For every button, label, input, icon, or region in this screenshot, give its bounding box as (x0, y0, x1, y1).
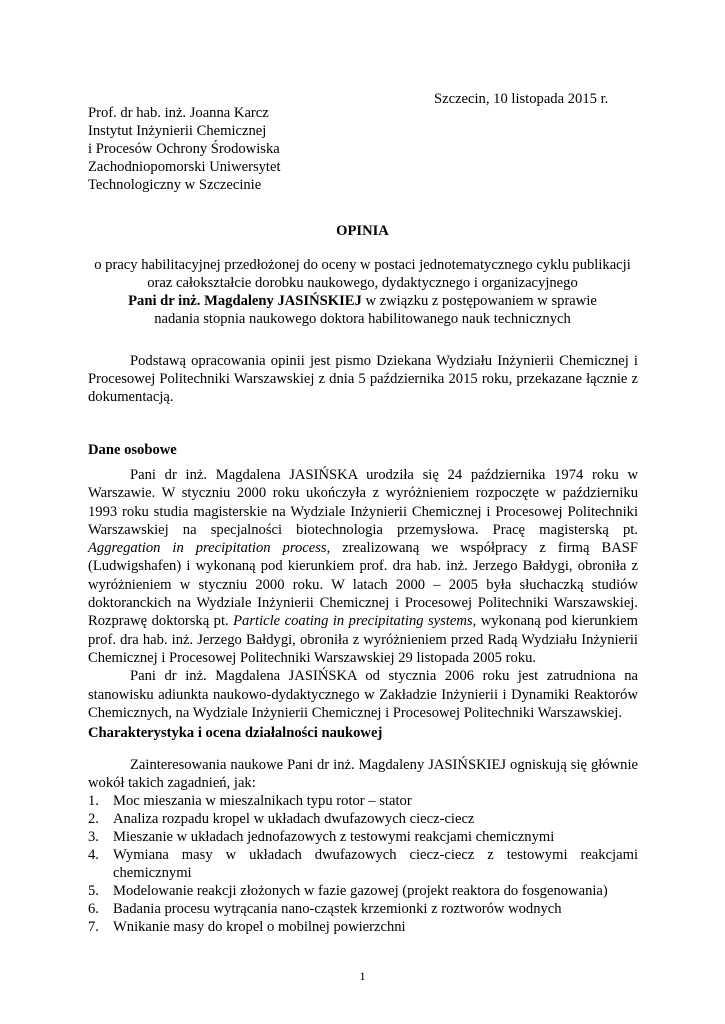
thesis-title-doctoral: Particle coating in precipitating systems (233, 613, 473, 630)
list-text: Wymiana masy w układach dwufazowych ciecz-ciecz z testowymi reakcjami chemicznymi (113, 847, 638, 881)
subject-line: o pracy habilitacyjnej przedłożonej do oceny w postaci jednotematycznego cyklu publikacji (94, 257, 631, 273)
thesis-title-masters: Aggregation in precipitation process (88, 540, 327, 557)
list-number: 1. (88, 793, 99, 809)
list-item (88, 846, 638, 882)
list-item (88, 792, 638, 810)
list-number: 3. (88, 829, 99, 845)
list-text: Wnikanie masy do kropel o mobilnej powierzchni (113, 919, 406, 935)
list-number: 7. (88, 919, 99, 935)
list-item (88, 828, 638, 846)
author-line: Instytut Inżynierii Chemicznej (88, 123, 267, 139)
text-run: Pani dr inż. Magdalena JASIŃSKA urodziła się 24 października 1974 roku w Warszawie. W styczniu 2000 roku ukończyła z wyróżnieniem rozpoczęte w październiku 1993 roku studia magisterskie na Wydziale Inżynierii Chemicznej i Procesowej Politechniki Warszawskiej na specjalności biotechnologia przemysłowa. Pracę magisterską pt. (88, 467, 638, 538)
letter-date: Szczecin, 10 listopada 2015 r. (434, 91, 609, 107)
personal-paragraph-2: Pani dr inż. Magdalena JASIŃSKA od stycznia 2006 roku jest zatrudniona na stanowisku adiunkta naukowo-dydaktycznego w Zakładzie Inżynierii i Dynamiki Reaktorów Chemicznych, na Wydziale Inżynierii Chemicznej i Procesowej Politechniki Warszawskiej. (88, 668, 638, 721)
list-item (88, 918, 638, 936)
subject-line: oraz całokształcie dorobku naukowego, dydaktycznego i organizacyjnego (147, 275, 578, 291)
research-section (88, 756, 638, 936)
document-title: OPINIA (336, 223, 389, 239)
list-item (88, 900, 638, 918)
candidate-name: Pani dr inż. Magdaleny JASIŃSKIEJ (128, 293, 362, 309)
personal-paragraph-1 (88, 466, 638, 667)
list-text: Mieszanie w układach jednofazowych z testowymi reakcjami chemicznymi (113, 829, 555, 845)
research-topics-list (88, 792, 638, 936)
author-address (88, 104, 281, 194)
list-text: Badania procesu wytrącania nano-cząstek krzemionki z roztworów wodnych (113, 901, 562, 917)
text-run: , wykonaną pod kierunkiem prof. dra hab. inż. Jerzego Bałdygi, obroniła z wyróżnieniem przed Radą Wydziału Inżynierii Chemicznej i Procesowej Politechniki Warszawskiej 29 listopada 2005 roku. (88, 613, 638, 666)
text-run: , zrealizowaną we współpracy z firmą BASF (Ludwigshafen) i wykonaną pod kierunkiem prof. dra hab. inż. Jerzego Bałdygi, obroniła z wyróżnieniem w styczniu 2000 roku. W latach 2000 – 2005 była słuchaczką studiów doktoranckich na Wydziale Inżynierii Chemicznej i Procesowej Politechniki Warszawskiej. Rozprawę doktorską pt. (88, 540, 638, 630)
subject-line: nadania stopnia naukowego doktora habilitowanego nauk technicznych (154, 311, 571, 327)
list-text: Analiza rozpadu kropel w układach dwufazowych ciecz-ciecz (113, 811, 475, 827)
list-number: 6. (88, 901, 99, 917)
intro-paragraph: Podstawą opracowania opinii jest pismo Dziekana Wydziału Inżynierii Chemicznej i Procesowej Politechniki Warszawskiej z dnia 5 października 2015 roku, przekazane łącznie z dokumentacją. (88, 353, 638, 405)
subject-line (60, 292, 665, 310)
research-lead: Zainteresowania naukowe Pani dr inż. Magdaleny JASIŃSKIEJ ogniskują się głównie wokół takich zagadnień, jak: (88, 757, 638, 791)
author-line: Prof. dr hab. inż. Joanna Karcz (88, 105, 269, 121)
list-number: 2. (88, 811, 99, 827)
list-item (88, 882, 638, 900)
list-text: Moc mieszania w mieszalnikach typu rotor – stator (113, 793, 412, 809)
subject-line-rest: w związku z postępowaniem w sprawie (361, 293, 597, 309)
personal-section (88, 466, 638, 722)
author-line: i Procesów Ochrony Środowiska (88, 141, 280, 157)
personal-heading: Dane osobowe (88, 442, 177, 458)
research-heading: Charakterystyka i ocena działalności naukowej (88, 725, 383, 741)
author-line: Technologiczny w Szczecinie (88, 177, 262, 193)
list-number: 5. (88, 883, 99, 899)
list-number: 4. (88, 847, 99, 863)
author-line: Zachodniopomorski Uniwersytet (88, 159, 281, 175)
list-text: Modelowanie reakcji złożonych w fazie gazowej (projekt reaktora do fosgenowania) (113, 883, 608, 899)
list-item (88, 810, 638, 828)
page-number: 1 (359, 969, 366, 983)
document-subject (60, 256, 665, 328)
